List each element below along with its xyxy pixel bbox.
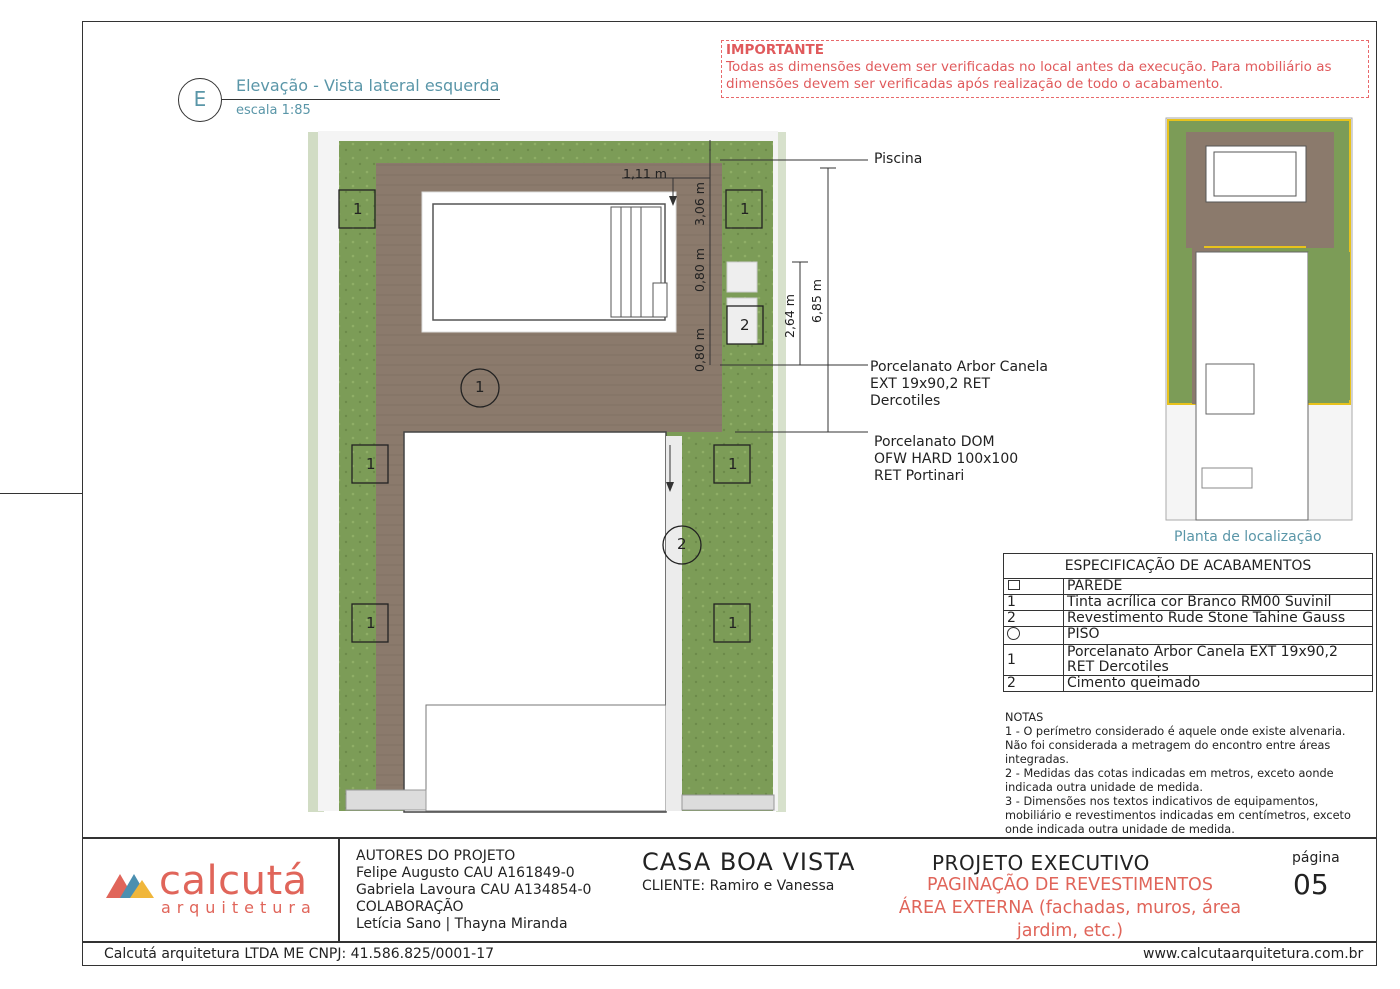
note-line: 1 - O perímetro considerado é aquele onde existe alvenaria. [1005,725,1346,738]
finishes-spec-table [1003,553,1373,692]
logo-subtitle: arquitetura [161,898,317,917]
title-block-divider [338,837,340,942]
page-label: página [1292,850,1340,866]
sheet-title-line3: jardim, etc.) [1016,921,1124,941]
spec-text: Cimento queimado [1064,676,1373,692]
callout-arbor-line2: EXT 19x90,2 RET [870,376,991,392]
floor-tag-label: 2 [677,535,687,553]
wall-tag-label: 1 [728,614,738,632]
elevation-title: Elevação - Vista lateral esquerda [236,76,500,95]
elevation-marker: E [178,78,222,122]
spec-text: Revestimento Rude Stone Tahine Gauss [1064,611,1373,627]
callout-dom [874,434,1018,485]
author-line: Gabriela Lavoura CAU A134854-0 [356,882,592,898]
wall-tag-label: 2 [740,316,750,334]
callout-dom-line1: Porcelanato DOM [874,434,995,450]
dimension-label: 0,80 m [692,248,707,292]
callout-dom-line3: RET Portinari [874,468,965,484]
notice-line-2: dimensões devem ser verificadas após realização de todo o acabamento. [726,76,1224,92]
project-phase: PROJETO EXECUTIVO [932,851,1150,875]
paver [727,262,757,292]
dimension-label: 6,85 m [809,279,824,323]
dimension-label: 1,11 m [623,166,667,181]
note-line: 2 - Medidas das cotas indicadas em metros, exceto aonde [1005,767,1334,780]
important-notice [721,40,1369,98]
sheet-title-line2: ÁREA EXTERNA (fachadas, muros, área [898,898,1242,918]
wall-tag-label: 1 [366,614,376,632]
spec-code: 2 [1004,611,1064,627]
wall-tag-label: 1 [353,200,363,218]
spec-row [1004,645,1373,676]
floor-plan-drawing [300,120,900,820]
spec-text: PAREDE [1064,579,1373,595]
collab-names: Letícia Sano | Thayna Miranda [356,916,568,932]
note-line: mobiliário e revestimentos indicadas em centímetros, exceto [1005,809,1351,822]
notice-line-1: Todas as dimensões devem ser verificadas no local antes da execução. Para mobiliário as [726,59,1332,75]
cut-line [0,493,82,494]
notice-title: IMPORTANTE [726,42,824,58]
author-line: Felipe Augusto CAU A161849-0 [356,865,575,881]
floor-tag-label: 1 [475,378,485,396]
circle-symbol-icon [1007,627,1020,640]
spec-row [1004,676,1373,692]
elevation-scale: escala 1:85 [236,103,311,118]
callout-arbor-line1: Porcelanato Arbor Canela [870,359,1048,375]
callout-dom-line2: OFW HARD 100x100 [874,451,1019,467]
dimension-label: 0,80 m [692,328,707,372]
callout-pool: Piscina [874,151,923,167]
elevation-title-underline [222,99,500,100]
sheet-title-line1: PAGINAÇÃO DE REVESTIMENTOS [927,875,1213,895]
house-annex [426,705,666,811]
title-block-top-border [82,837,1377,839]
spec-title: ESPECIFICAÇÃO DE ACABAMENTOS [1004,554,1373,579]
dimension-label: 2,64 m [782,294,797,338]
note-line: Não foi considerada a metragem do encontro entre áreas [1005,739,1331,752]
project-name: CASA BOA VISTA [642,848,856,876]
dimension-label: 3,06 m [692,182,707,226]
note-line: integradas. [1005,753,1069,766]
square-symbol-icon [1008,580,1020,590]
page-number: 05 [1293,868,1329,901]
logo-triangles-icon [106,870,158,900]
callout-arbor [870,359,1048,410]
spec-row [1004,611,1373,627]
spec-code: 2 [1004,676,1064,692]
company-info: Calcutá arquitetura LTDA ME CNPJ: 41.586.825/0001-17 [104,946,495,962]
spec-code: 1 [1004,645,1064,676]
sheet-title [870,874,1270,943]
website-link[interactable]: www.calcutaarquitetura.com.br [1143,946,1364,962]
spec-text: Porcelanato Arbor Canela EXT 19x90,2 RET Dercotiles [1064,645,1373,676]
collab-title: COLABORAÇÃO [356,899,464,915]
spec-code: 1 [1004,595,1064,611]
authors-title: AUTORES DO PROJETO [356,848,516,864]
spec-row [1004,579,1373,595]
spec-row [1004,595,1373,611]
spec-text: Tinta acrílica cor Branco RM00 Suvinil [1064,595,1373,611]
logo-wordmark: calcutá [159,858,308,904]
cement-path [666,436,682,811]
note-line: indicada outra unidade de medida. [1005,781,1204,794]
note-line: onde indicada outra unidade de medida. [1005,823,1235,836]
notes-title: NOTAS [1005,711,1044,724]
project-authors [356,848,591,933]
notes [1005,711,1373,837]
note-line: 3 - Dimensões nos textos indicativos de equipamentos, [1005,795,1319,808]
client-name: CLIENTE: Ramiro e Vanessa [642,878,835,894]
spec-row [1004,627,1373,645]
location-plan [1162,116,1358,522]
wall-tag-label: 1 [740,200,750,218]
callout-arbor-line3: Dercotiles [870,393,941,409]
wall-tag-label: 1 [728,455,738,473]
location-plan-caption: Planta de localização [1174,529,1322,545]
spec-text: PISO [1064,627,1373,645]
wall-tag-label: 1 [366,455,376,473]
